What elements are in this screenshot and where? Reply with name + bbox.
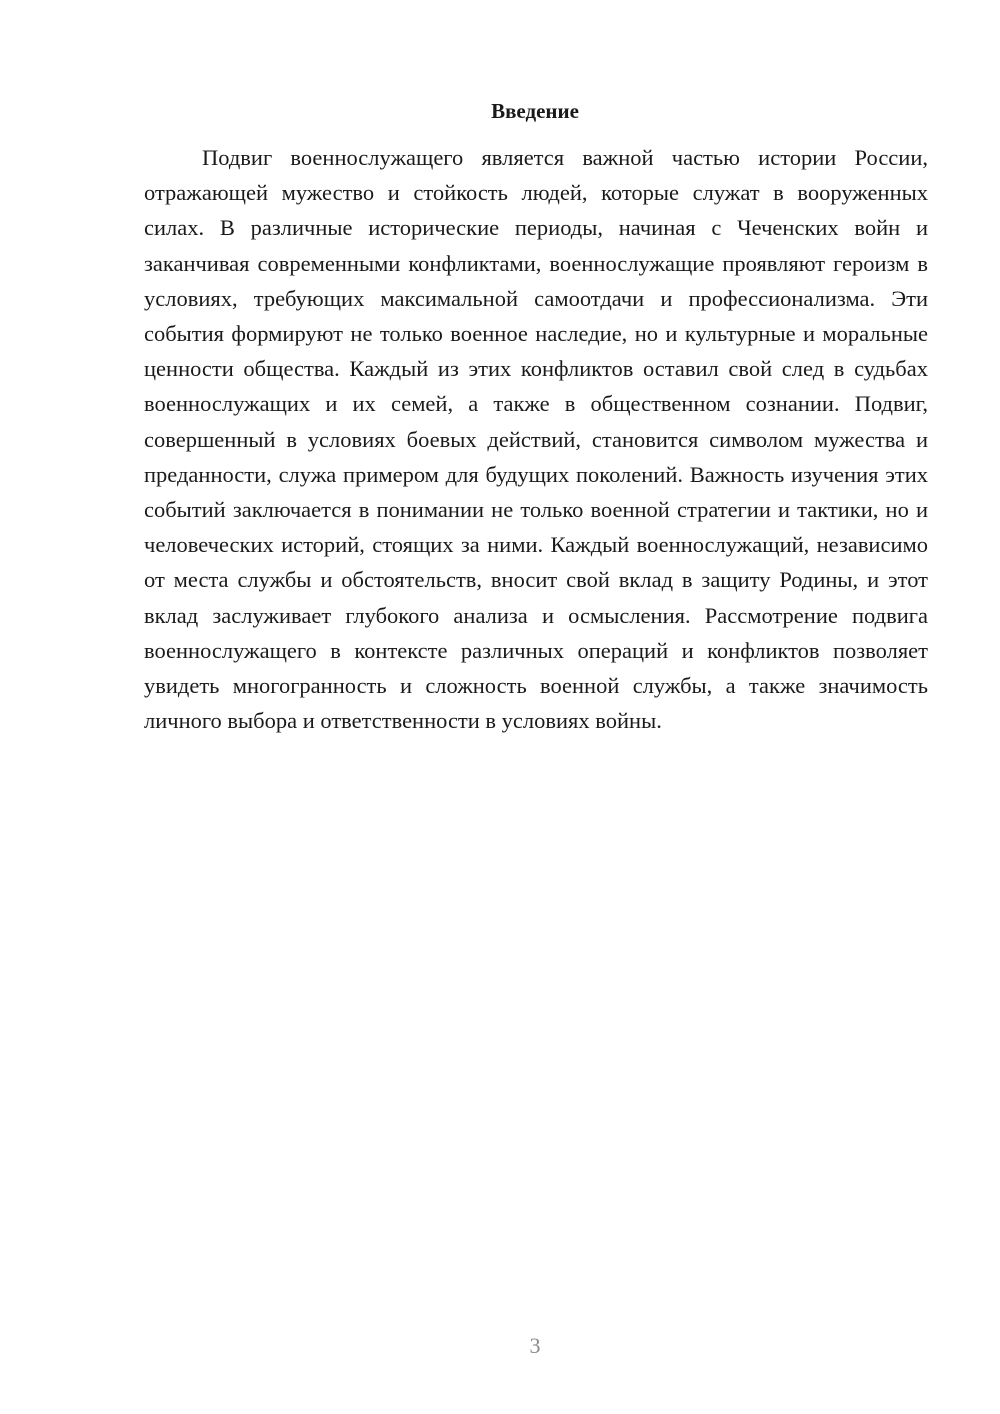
body-paragraph: Подвиг военнослужащего является важной частью истории России, отражающей мужество и стойкость людей, которые служат в вооруженных силах. В различные исторические периоды, начиная с Чеченских войн и заканчивая современными конфликтами, военнослужащие проявляют героизм в условиях, требующих максимальной самоотдачи и профессионализма. Эти события формируют не только военное наследие, но и культурные и моральные ценности общества. Каждый из этих конфликтов оставил свой след в судьбах военнослужащих и их семей, а также в общественном сознании. Подвиг, совершенный в условиях боевых действий, становится символом мужества и преданности, служа примером для будущих поколений. Важность изучения этих событий заключается в понимании не только военной стратегии и тактики, но и человеческих историй, стоящих за ними. Каждый военнослужащий, независимо от места службы и обстоятельств, вносит свой вклад в защиту Родины, и этот вклад заслуживает глубокого анализа и осмысления. Рассмотрение подвига военнослужащего в контексте различных операций и конфликтов позволяет увидеть многогранность и сложность военной службы, а также значимость личного выбора и ответственности в условиях войны. [144,145,928,734]
section-heading: Введение [491,99,579,123]
page-number: 3 [529,1333,541,1358]
